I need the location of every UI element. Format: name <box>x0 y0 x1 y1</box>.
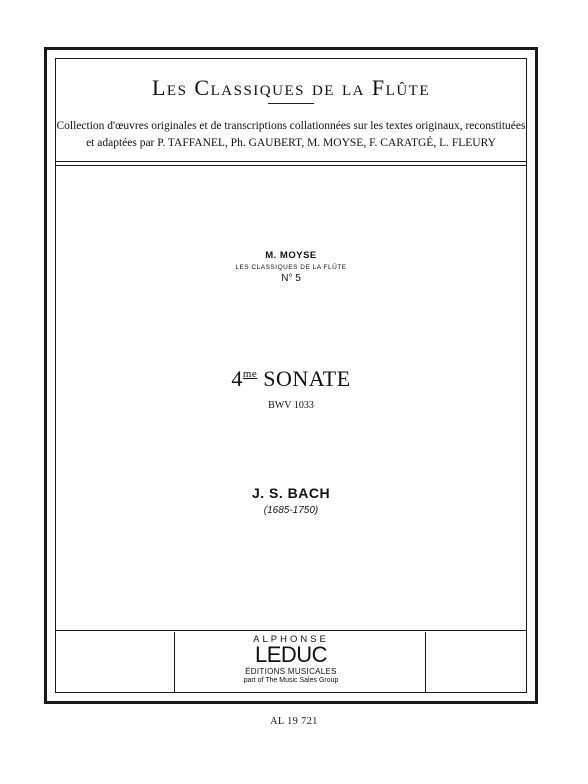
work-ordinal: 4 <box>231 366 243 391</box>
collection-name: LES CLASSIQUES DE LA FLÛTE <box>235 264 347 271</box>
work-catalog: BWV 1033 <box>268 400 314 411</box>
work-ordinal-suffix: me <box>242 368 258 380</box>
work-name: SONATE <box>263 366 351 391</box>
publisher-logo-name: LEDUC <box>254 642 328 667</box>
title-underline <box>268 103 314 104</box>
catalog-number: AL 19 721 <box>270 716 318 727</box>
publisher-group: part of The Music Sales Group <box>243 677 339 684</box>
header-divider-bottom <box>55 165 527 166</box>
publisher-subtitle: ÉDITIONS MUSICALES <box>245 667 337 676</box>
composer-name: J. S. BACH <box>251 485 331 501</box>
series-subtitle-line-2: et adaptées par P. TAFFANEL, Ph. GAUBERT, M. MOYSE, F. CARATGÉ, L. FLEURY <box>86 137 496 149</box>
work-title <box>55 366 527 392</box>
editor-name: M. MOYSE <box>265 250 317 261</box>
composer-dates: (1685-1750) <box>263 505 319 516</box>
edition-number: N° 5 <box>281 273 301 284</box>
footer-divider-top <box>55 630 527 631</box>
series-subtitle-line-1: Collection d'œuvres originales et de transcriptions collationnées sur les textes originaux, reconstituées <box>56 120 526 132</box>
series-title: Les Classiques de la Flûte <box>151 75 430 100</box>
header-divider-top <box>55 161 527 162</box>
publisher-first-name: ALPHONSE <box>253 634 329 645</box>
